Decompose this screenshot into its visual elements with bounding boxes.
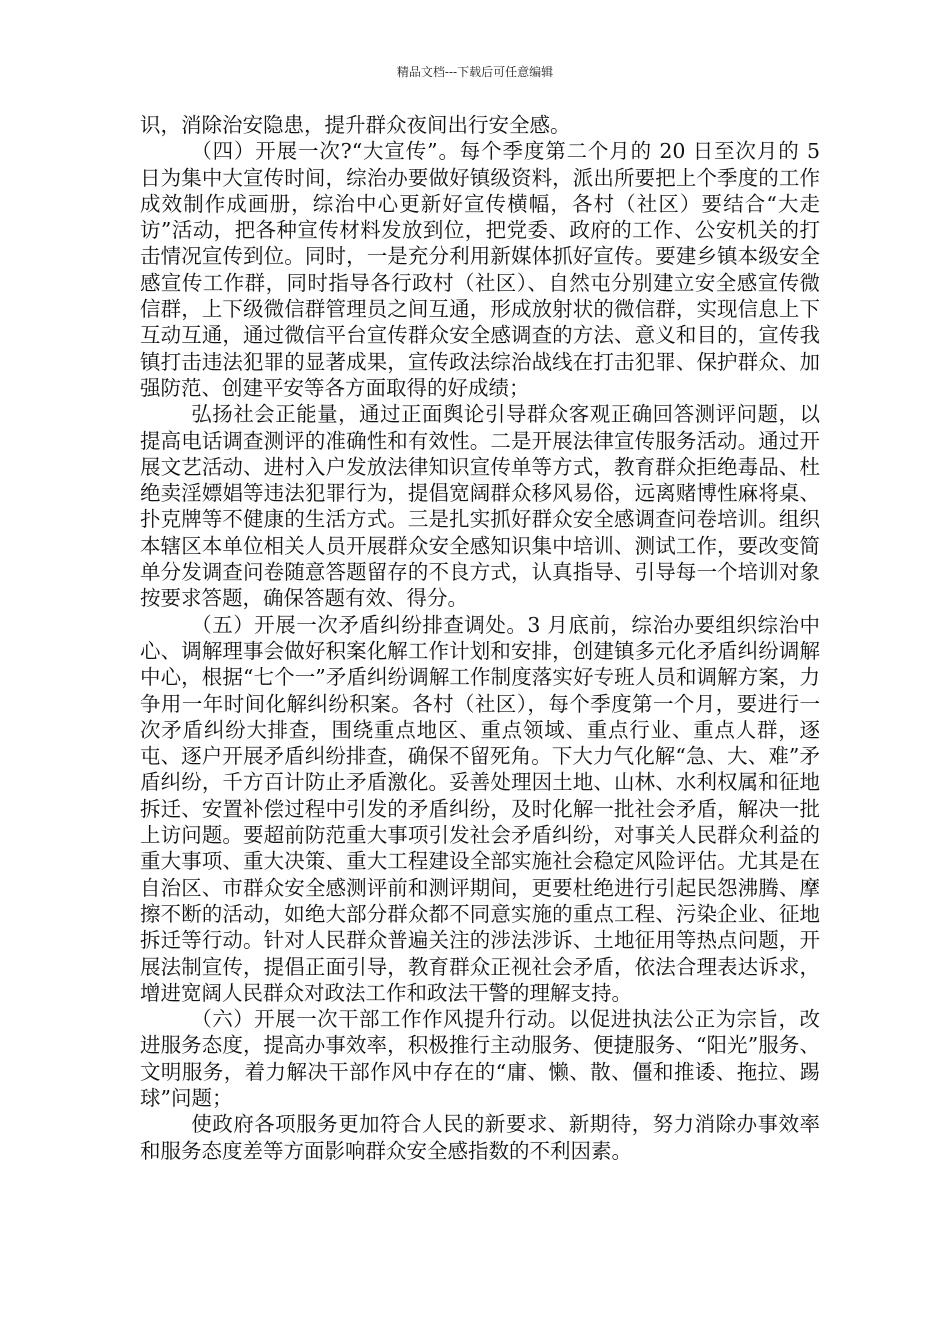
paragraph-continuation: 识，消除治安隐患，提升群众夜间出行安全感。	[140, 113, 571, 137]
paragraph-closing: 使政府各项服务更加符合人民的新要求、新期待，努力消除办事效率和服务态度差等方面影响群众安全感指数的不利因素。	[140, 1112, 820, 1163]
document-body	[140, 112, 820, 1164]
paragraph-positive-energy: 弘扬社会正能量，通过正面舆论引导群众客观正确回答测评问题，以提高电话调查测评的准确性和有效性。二是开展法律宣传服务活动。通过开展文艺活动、进村入户发放法律知识宣传单等方式，教育群众拒绝毒品、杜绝卖淫嫖娼等违法犯罪行为，提倡宽阔群众移风易俗，远离赌博性麻将桌、扑克牌等不健康的生活方式。三是扎实抓好群众安全感调查问卷培训。组织本辖区本单位相关人员开展群众安全感知识集中培训、测试工作，要改变简单分发调查问卷随意答题留存的不良方式，认真指导、引导每一个培训对象按要求答题，确保答题有效、得分。	[140, 402, 820, 611]
paragraph-section-6: （六）开展一次干部工作作风提升行动。以促进执法公正为宗旨，改进服务态度，提高办事效率，积极推行主动服务、便捷服务、“阳光”服务、文明服务，着力解决干部作风中存在的“庸、懒、散、僵和推诿、拖拉、踢球”问题；	[140, 1007, 820, 1110]
paragraph-section-5: （五）开展一次矛盾纠纷排查调处。3 月底前，综治办要组织综治中心、调解理事会做好积案化解工作计划和安排，创建镇多元化矛盾纠纷调解中心，根据“七个一”矛盾纠纷调解工作制度落实好专班人员和调解方案，力争用一年时间化解纠纷积案。各村（社区），每个季度第一个月，要进行一次矛盾纠纷大排查，围绕重点地区、重点领域、重点行业、重点人群，逐屯、逐户开展矛盾纠纷排查，确保不留死角。下大力气化解“急、大、难”矛盾纠纷，千方百计防止矛盾激化。妥善处理因土地、山林、水利权属和征地拆迁、安置补偿过程中引发的矛盾纠纷，及时化解一批社会矛盾，解决一批上访问题。要超前防范重大事项引发社会矛盾纠纷，对事关人民群众利益的重大事项、重大决策、重大工程建设全部实施社会稳定风险评估。尤其是在自治区、市群众安全感测评前和测评期间，更要杜绝进行引起民怨沸腾、摩擦不断的活动，如绝大部分群众都不同意实施的重点工程、污染企业、征地拆迁等行动。针对人民群众普遍关注的涉法涉诉、土地征用等热点问题，开展法制宣传，提倡正面引导，教育群众正视社会矛盾，依法合理表达诉求，增进宽阔人民群众对政法工作和政法干警的理解支持。	[140, 612, 820, 1005]
paragraph-section-4: （四）开展一次?“大宣传”。每个季度第二个月的 20 日至次月的 5 日为集中大宣传时间，综治办要做好镇级资料，派出所要把上个季度的工作成效制作成画册，综治中心更新好宣传横幅，各村（社区）要结合“大走访”活动，把各种宣传材料发放到位，把党委、政府的工作、公安机关的打击情况宣传到位。同时，一是充分利用新媒体抓好宣传。要建乡镇本级安全感宣传工作群，同时指导各行政村（社区）、自然屯分别建立安全感宣传微信群，上下级微信群管理员之间互通，形成放射状的微信群，实现信息上下互动互通，通过微信平台宣传群众安全感调查的方法、意义和目的，宣传我镇打击违法犯罪的显著成果，宣传政法综治战线在打击犯罪、保护群众、加强防范、创建平安等各方面取得的好成绩；	[140, 139, 820, 400]
page-header: 精品文档---下载后可任意编辑	[396, 65, 554, 79]
